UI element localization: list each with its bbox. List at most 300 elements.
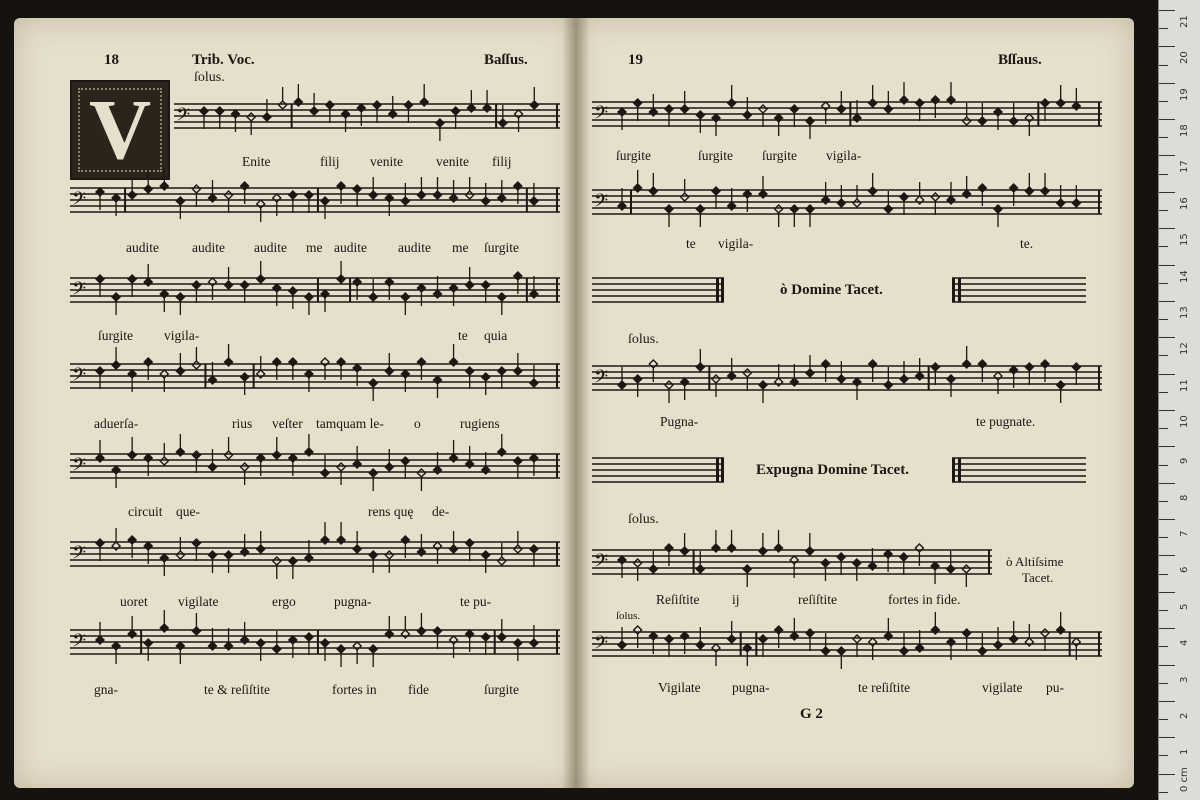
note-head	[257, 639, 265, 647]
lyric-syllable: vigila-	[164, 328, 200, 343]
note-head	[634, 559, 642, 567]
bar-line	[140, 630, 142, 654]
note-head	[530, 379, 538, 387]
note-head	[482, 281, 490, 289]
lyric-syllable: audite	[334, 240, 367, 255]
note-head	[401, 457, 409, 465]
note-head	[482, 373, 490, 381]
note-head	[665, 635, 673, 643]
bar-line	[317, 630, 319, 654]
lyric-syllable: vigila-	[718, 236, 754, 251]
note-head	[160, 457, 168, 465]
ruler-label: 9	[1179, 457, 1190, 465]
tacet-label: ò Altiſsime	[1006, 554, 1064, 569]
note-head	[450, 194, 458, 202]
ruler-tick	[1159, 65, 1168, 66]
note-head	[514, 457, 522, 465]
lyric-syllable: rens quę	[368, 504, 414, 519]
note-head	[634, 375, 642, 383]
note-head	[712, 187, 720, 195]
music-staff	[592, 538, 992, 588]
bar-line	[494, 630, 496, 654]
ruler-tick	[1159, 28, 1168, 29]
note-head	[962, 565, 970, 573]
lyric-syllable: de-	[432, 504, 450, 519]
ruler-tick	[1159, 628, 1175, 629]
ruler-label: 12	[1179, 342, 1190, 356]
note-head	[452, 107, 460, 115]
note-head	[947, 96, 955, 104]
bar-line	[317, 188, 319, 212]
ruler-label: 17	[1179, 160, 1190, 174]
bar-line	[1069, 632, 1071, 656]
solus-mark: ſolus.	[628, 332, 659, 347]
note-head	[337, 645, 345, 653]
note-head	[743, 111, 751, 119]
note-head	[837, 199, 845, 207]
ruler-label: 6	[1179, 567, 1190, 574]
note-head	[112, 194, 120, 202]
note-head	[417, 627, 425, 635]
part-name: Bſſaus.	[998, 52, 1042, 68]
note-head	[665, 205, 673, 213]
ruler-label: 20	[1179, 51, 1190, 65]
lyric-syllable: pugna-	[334, 594, 372, 609]
note-head	[618, 381, 626, 389]
note-head	[900, 553, 908, 561]
lyric-syllable: te & reſiſtite	[204, 682, 270, 697]
note-head	[310, 107, 318, 115]
note-head	[404, 101, 412, 109]
note-head	[279, 101, 287, 109]
bar-line	[928, 366, 930, 390]
note-head	[209, 551, 217, 559]
ruler-tick	[1159, 246, 1168, 247]
note-head	[963, 629, 971, 637]
ruler-label: 0 cm	[1179, 766, 1190, 792]
bar-line	[755, 632, 757, 656]
note-head	[401, 293, 409, 301]
note-head	[321, 639, 329, 647]
note-head	[530, 545, 538, 553]
lyric-syllable: ſurgite	[484, 682, 519, 697]
lyric-syllable: que-	[176, 504, 200, 519]
note-head	[369, 293, 377, 301]
lyric-syllable: audite	[254, 240, 287, 255]
note-head	[665, 381, 673, 389]
lyric-syllable: vigilate	[178, 594, 219, 609]
note-head	[1025, 187, 1033, 195]
bar-line	[693, 550, 695, 574]
note-head	[498, 633, 506, 641]
note-head	[790, 205, 798, 213]
bar-line	[740, 632, 742, 656]
note-head	[257, 545, 265, 553]
ruler-tick	[1159, 737, 1175, 738]
note-head	[1057, 199, 1065, 207]
note-head	[1041, 99, 1049, 107]
note-head	[353, 545, 361, 553]
note-head	[759, 190, 767, 198]
note-head	[353, 185, 361, 193]
note-head	[743, 565, 751, 573]
lyric-syllable: filij	[320, 154, 340, 169]
note-head	[369, 551, 377, 559]
ruler-tick	[1159, 192, 1175, 193]
note-head	[514, 639, 522, 647]
note-head	[963, 117, 971, 125]
lyric-syllable: rius	[232, 416, 253, 431]
note-head	[728, 202, 736, 210]
ruler-tick	[1159, 265, 1175, 266]
note-head	[112, 361, 120, 369]
note-head	[273, 645, 281, 653]
lyric-syllable: Vigilate	[658, 680, 701, 695]
bar-line	[716, 458, 719, 482]
measuring-ruler	[1158, 0, 1200, 800]
note-head	[417, 469, 425, 477]
music-staff	[70, 176, 560, 226]
note-head	[853, 114, 861, 122]
ruler-tick	[1159, 10, 1175, 11]
note-head	[1025, 114, 1033, 122]
open-book	[14, 18, 1134, 788]
page-number: 19	[628, 52, 643, 68]
lyric-syllable: ſurgite	[698, 148, 733, 163]
note-head	[681, 105, 689, 113]
note-head	[1041, 187, 1049, 195]
empty-staff	[592, 446, 724, 496]
bar-line	[124, 188, 126, 212]
note-head	[759, 381, 767, 389]
lyric-syllable: venite	[370, 154, 403, 169]
note-head	[263, 113, 271, 121]
bar-line	[556, 630, 558, 654]
note-head	[176, 367, 184, 375]
ruler-label: 21	[1179, 15, 1190, 28]
bar-line	[317, 278, 319, 302]
note-head	[482, 197, 490, 205]
note-head	[482, 551, 490, 559]
note-head	[696, 565, 704, 573]
note-head	[257, 200, 265, 208]
note-head	[241, 182, 249, 190]
note-head	[649, 187, 657, 195]
note-head	[1057, 99, 1065, 107]
note-head	[225, 191, 233, 199]
note-head	[514, 367, 522, 375]
empty-staff	[592, 266, 724, 316]
note-head	[128, 275, 136, 283]
note-head	[289, 287, 297, 295]
note-head	[337, 182, 345, 190]
bar-line	[556, 364, 558, 388]
note-head	[466, 367, 474, 375]
bar-line	[1037, 102, 1039, 126]
note-head	[775, 114, 783, 122]
lyric-syllable: te reſiſtite	[858, 680, 911, 695]
lyric-syllable: Reſiſtite	[656, 592, 700, 607]
ruler-tick	[1159, 501, 1168, 502]
bar-line	[952, 458, 955, 482]
ruler-tick	[1159, 755, 1168, 756]
bar-line	[204, 364, 206, 388]
note-head	[192, 451, 200, 459]
note-head	[837, 553, 845, 561]
bar-line	[1098, 102, 1100, 126]
music-staff	[70, 530, 560, 580]
note-head	[728, 635, 736, 643]
music-staff	[70, 352, 560, 402]
ruler-tick	[1159, 537, 1168, 538]
ruler-tick	[1159, 319, 1168, 320]
note-head	[634, 184, 642, 192]
lyric-syllable: ergo	[272, 594, 296, 609]
lyric-syllable: te.	[1020, 236, 1034, 251]
note-head	[1041, 629, 1049, 637]
ruler-tick	[1159, 301, 1175, 302]
ruler-label: 1	[1179, 748, 1190, 756]
note-head	[498, 367, 506, 375]
lyric-syllable: fortes in fide.	[888, 592, 961, 607]
lyric-syllable: o	[414, 416, 421, 431]
note-head	[837, 105, 845, 113]
note-head	[357, 104, 365, 112]
note-head	[869, 187, 877, 195]
bar-line	[556, 188, 558, 212]
tacet-label: Expugna Domine Tacet.	[756, 462, 909, 478]
note-head	[434, 191, 442, 199]
ruler-tick	[1159, 555, 1175, 556]
note-head	[1072, 199, 1080, 207]
lyric-syllable: te	[686, 236, 696, 251]
note-head	[225, 281, 233, 289]
note-head	[947, 196, 955, 204]
note-head	[231, 110, 239, 118]
lyric-syllable: uoret	[120, 594, 148, 609]
note-head	[696, 641, 704, 649]
note-head	[649, 565, 657, 573]
note-head	[498, 557, 506, 565]
note-head	[806, 205, 814, 213]
voice-label: Trib. Voc.	[192, 52, 255, 68]
ruler-tick	[1159, 137, 1168, 138]
lyric-syllable: circuit	[128, 504, 163, 519]
ruler-label: 11	[1179, 378, 1190, 392]
note-head	[790, 105, 798, 113]
bar-line	[526, 278, 528, 302]
note-head	[369, 469, 377, 477]
note-head	[96, 367, 104, 375]
note-head	[884, 105, 892, 113]
ruler-tick	[1159, 119, 1175, 120]
clef-icon: 𝄢	[594, 551, 609, 576]
note-head	[192, 627, 200, 635]
book-gutter	[562, 18, 590, 788]
note-head	[1010, 635, 1018, 643]
note-head	[176, 197, 184, 205]
lyric-syllable: te	[458, 328, 468, 343]
note-head	[209, 463, 217, 471]
note-head	[247, 113, 255, 121]
lyric-syllable: fortes in	[332, 682, 377, 697]
note-head	[869, 99, 877, 107]
note-head	[665, 105, 673, 113]
ruler-label: 4	[1179, 639, 1190, 647]
bar-line	[556, 454, 558, 478]
note-head	[728, 99, 736, 107]
bar-line	[1098, 190, 1100, 214]
note-head	[289, 191, 297, 199]
ruler-label: 3	[1179, 676, 1190, 683]
note-head	[434, 627, 442, 635]
note-head	[515, 110, 523, 118]
lyric-syllable: me	[452, 240, 469, 255]
note-head	[241, 463, 249, 471]
note-head	[342, 110, 350, 118]
bar-line	[721, 458, 724, 482]
bar-line	[849, 102, 851, 126]
ruler-label: 2	[1179, 712, 1190, 719]
bar-line	[952, 278, 955, 302]
lyric-syllable: venite	[436, 154, 469, 169]
note-head	[743, 190, 751, 198]
note-head	[696, 205, 704, 213]
note-head	[853, 199, 861, 207]
bar-line	[716, 278, 719, 302]
note-head	[498, 194, 506, 202]
note-head	[373, 101, 381, 109]
note-head	[681, 193, 689, 201]
ruler-label: 15	[1179, 233, 1190, 247]
note-head	[821, 559, 829, 567]
lyric-syllable: audite	[192, 240, 225, 255]
ruler-tick	[1159, 446, 1175, 447]
clef-icon: 𝄢	[72, 543, 87, 568]
note-head	[900, 375, 908, 383]
ruler-tick	[1159, 283, 1168, 284]
note-head	[994, 641, 1002, 649]
note-head	[712, 114, 720, 122]
ruler-tick	[1159, 792, 1168, 793]
ruler-tick	[1159, 355, 1168, 356]
bar-line	[349, 278, 351, 302]
note-head	[978, 184, 986, 192]
solus-mark: ſolus.	[628, 512, 659, 527]
ruler-label: 10	[1179, 415, 1190, 428]
note-head	[466, 281, 474, 289]
note-head	[947, 565, 955, 573]
ruler-label: 18	[1179, 124, 1190, 138]
note-head	[618, 108, 626, 116]
note-head	[96, 188, 104, 196]
lyric-syllable: audite	[126, 240, 159, 255]
bar-line	[556, 542, 558, 566]
music-staff	[174, 92, 560, 142]
ruler-tick	[1159, 83, 1175, 84]
signature-mark: G 2	[800, 706, 823, 722]
note-head	[931, 363, 939, 371]
note-head	[681, 547, 689, 555]
ruler-tick	[1159, 210, 1168, 211]
page-number: 18	[104, 52, 119, 68]
note-head	[978, 647, 986, 655]
bar-line	[556, 278, 558, 302]
note-head	[963, 190, 971, 198]
note-head	[822, 647, 830, 655]
bar-line	[291, 104, 293, 128]
clef-icon: 𝄢	[594, 103, 609, 128]
lyric-syllable: te pugnate.	[976, 414, 1036, 429]
note-head	[759, 105, 767, 113]
clef-icon: 𝄢	[176, 105, 191, 130]
note-head	[160, 182, 168, 190]
note-head	[514, 182, 522, 190]
bar-line	[721, 278, 724, 302]
note-head	[467, 104, 475, 112]
note-head	[420, 98, 428, 106]
empty-staff	[952, 266, 1086, 316]
note-head	[759, 635, 767, 643]
note-head	[112, 293, 120, 301]
note-head	[994, 205, 1002, 213]
lyric-syllable: pu-	[1046, 680, 1064, 695]
note-head	[128, 451, 136, 459]
music-staff	[70, 266, 560, 316]
right-page	[576, 18, 1134, 788]
lyric-syllable: Enite	[242, 154, 271, 169]
left-page	[14, 18, 576, 788]
note-head	[994, 108, 1002, 116]
bar-line	[988, 550, 990, 574]
ruler-tick	[1159, 155, 1175, 156]
note-head	[822, 102, 830, 110]
lyric-syllable: filij	[492, 154, 512, 169]
ruler-tick	[1159, 592, 1175, 593]
note-head	[385, 367, 393, 375]
music-staff	[592, 178, 1102, 228]
note-head	[618, 202, 626, 210]
ruler-tick	[1159, 101, 1168, 102]
note-head	[947, 375, 955, 383]
lyric-syllable: quia	[484, 328, 508, 343]
note-head	[837, 647, 845, 655]
note-head	[192, 539, 200, 547]
ruler-tick	[1159, 337, 1175, 338]
bar-line	[708, 366, 710, 390]
note-head	[853, 559, 861, 567]
note-head	[1057, 381, 1065, 389]
ruler-tick	[1159, 46, 1175, 47]
bar-line	[495, 104, 497, 128]
note-head	[192, 361, 200, 369]
ruler-tick	[1159, 392, 1168, 393]
ruler-tick	[1159, 465, 1168, 466]
note-head	[530, 197, 538, 205]
lyric-syllable: vigilate	[982, 680, 1023, 695]
ruler-tick	[1159, 374, 1175, 375]
note-head	[176, 293, 184, 301]
ruler-tick	[1159, 574, 1168, 575]
ruler-label: 14	[1179, 269, 1190, 283]
ruler-tick	[1159, 519, 1175, 520]
note-head	[483, 104, 491, 112]
ruler-tick	[1159, 665, 1175, 666]
note-head	[466, 191, 474, 199]
ruler-tick	[1159, 428, 1168, 429]
note-head	[900, 193, 908, 201]
note-head	[385, 551, 393, 559]
